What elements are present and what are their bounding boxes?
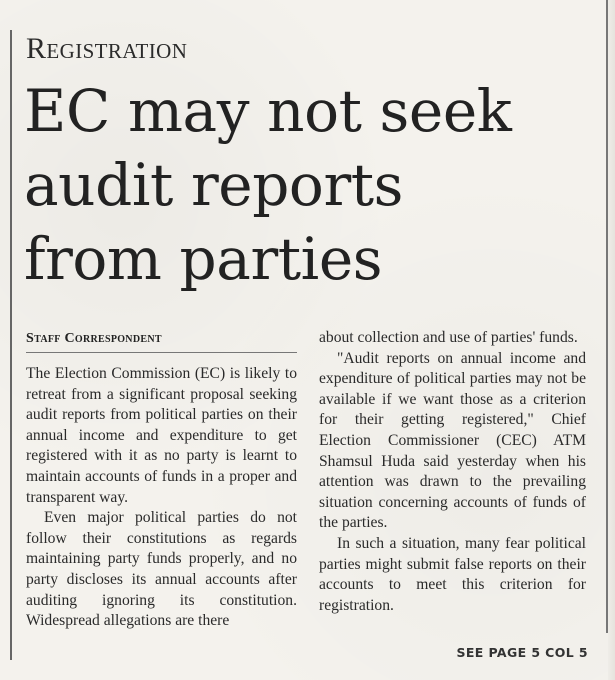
article-column-right: [319, 328, 586, 616]
paragraph: about collection and use of parties' funds.: [319, 329, 578, 346]
article-column-left: [26, 364, 297, 632]
paragraph: In such a situation, many fear political parties might submit false reports on their accounts to meet this criterion for registration.: [319, 534, 586, 614]
section-label-text: Registration: [26, 32, 188, 65]
continuation-note: SEE PAGE 5 COL 5: [456, 645, 588, 660]
paragraph: The Election Commission (EC) is likely to retreat from a significant proposal seeking audit reports from political parties on their annual income and expenditure to get registered with it as no party is learnt to maintain accounts of funds in a proper and transparent way.: [26, 365, 297, 506]
headline-line-3: from parties: [24, 225, 383, 293]
paragraph: Even major political parties do not follow their constitutions as regards maintaining party funds properly, and no party discloses its annual accounts after auditing ignoring its constitution. Widespread allegations are there: [26, 509, 297, 630]
headline-line-2: audit reports: [24, 151, 404, 219]
headline-line-1: EC may not seek: [24, 77, 512, 145]
headline: [24, 74, 599, 296]
byline-text: Staff Correspondent: [26, 331, 162, 346]
page-edge: [608, 0, 615, 680]
left-column-rule: [10, 30, 12, 660]
byline: [26, 331, 162, 347]
byline-underline: [26, 352, 297, 353]
section-label: [26, 34, 187, 64]
paragraph: "Audit reports on annual income and expenditure of political parties may not be available if we want those as a criterion for their getting registered," Chief Election Commissioner (CEC) ATM Shamsul Huda said yesterday when his attention was drawn to the prevailing situation concerning accounts of funds of the parties.: [319, 349, 586, 532]
